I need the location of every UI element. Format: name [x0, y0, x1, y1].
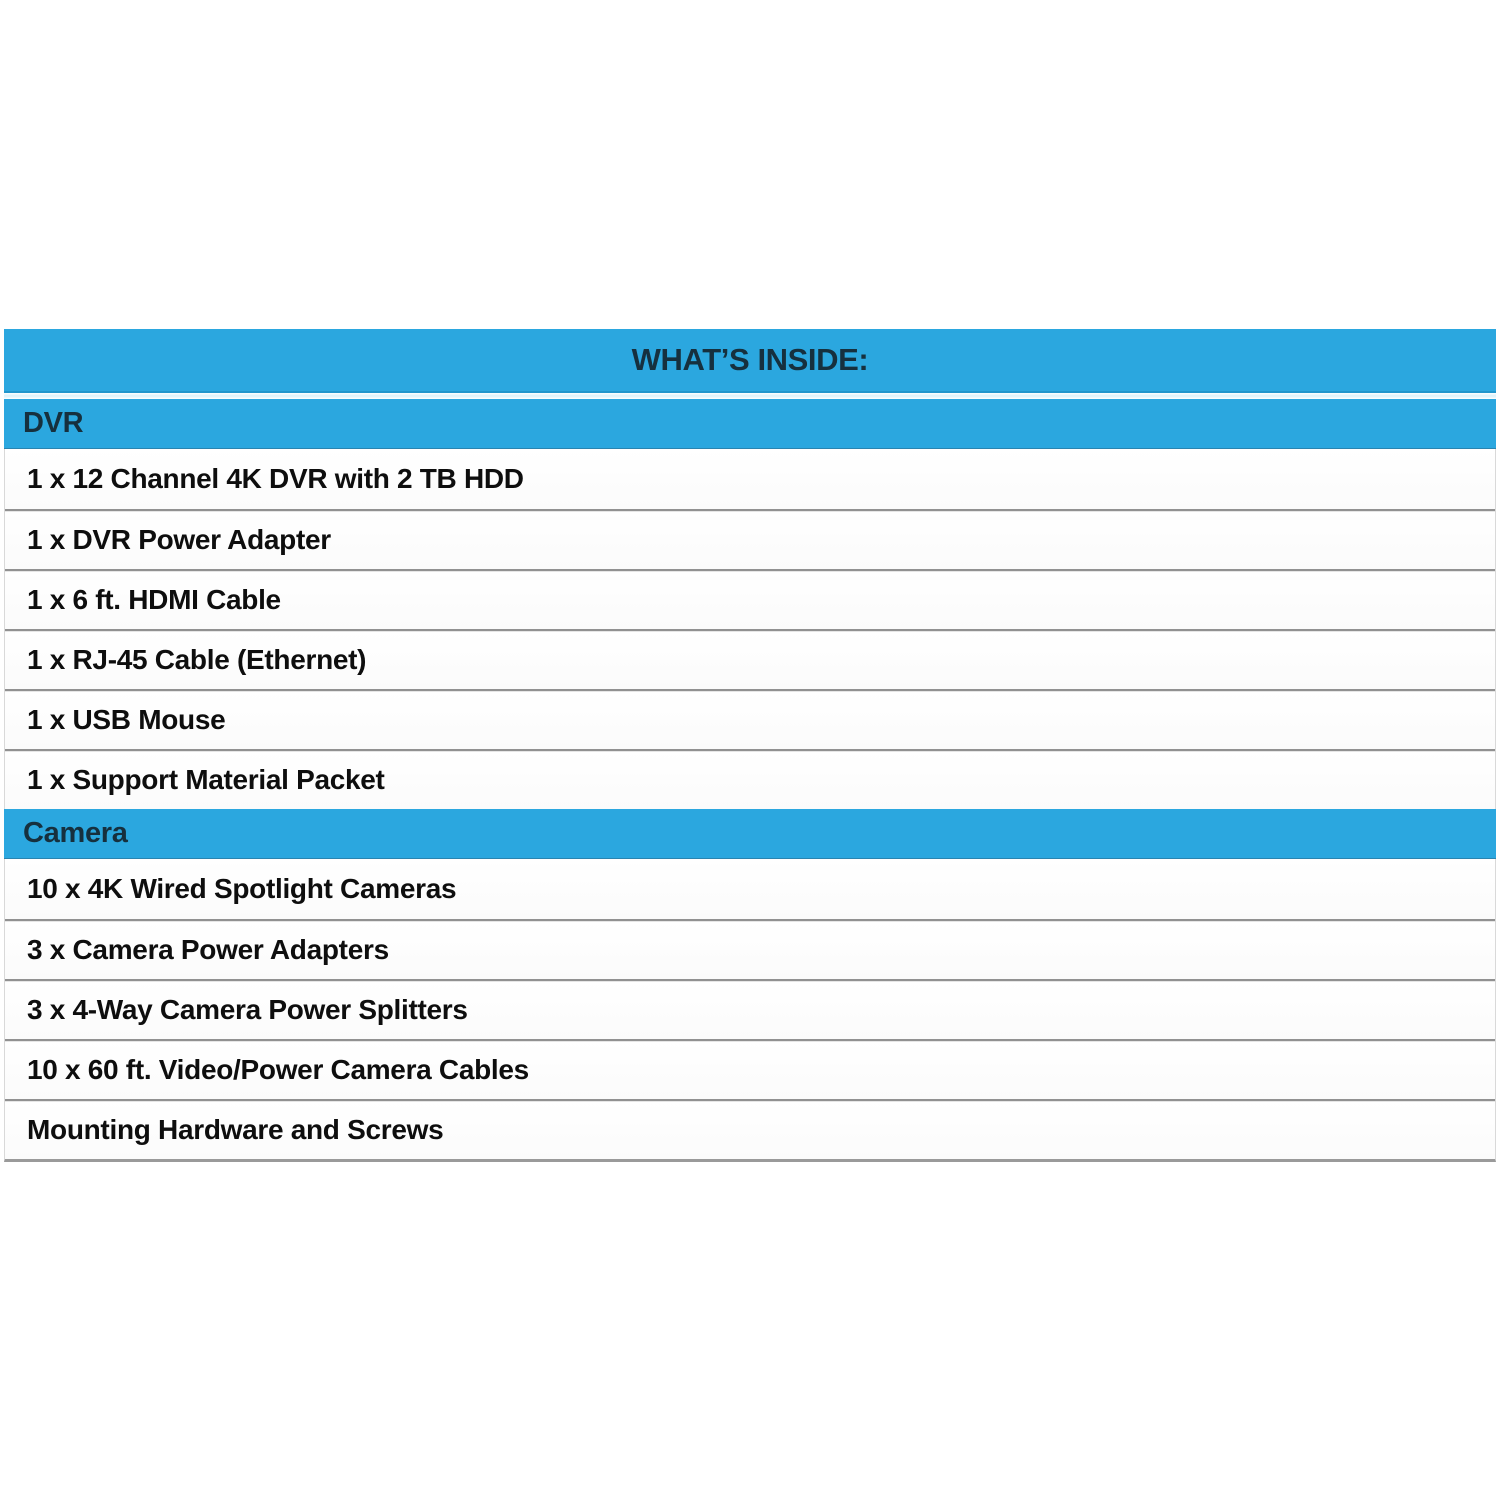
item-label: 1 x RJ-45 Cable (Ethernet): [27, 644, 367, 675]
whats-inside-table: [4, 329, 1496, 1162]
section-rows-camera: [4, 859, 1496, 1162]
section-header-label: DVR: [23, 407, 84, 439]
item-label: 1 x USB Mouse: [27, 704, 226, 735]
table-row: [5, 859, 1495, 919]
section-rows-dvr: [4, 449, 1496, 809]
item-label: 1 x 6 ft. HDMI Cable: [27, 584, 281, 615]
item-label: 3 x 4-Way Camera Power Splitters: [27, 994, 468, 1025]
table-row: [5, 1039, 1495, 1099]
item-label: 10 x 4K Wired Spotlight Cameras: [27, 873, 457, 904]
table-row: [5, 1099, 1495, 1159]
table-row: [5, 569, 1495, 629]
section-header-camera: [4, 809, 1496, 859]
table-row: [5, 449, 1495, 509]
section-header-dvr: [4, 399, 1496, 449]
item-label: 10 x 60 ft. Video/Power Camera Cables: [27, 1054, 529, 1085]
item-label: 1 x 12 Channel 4K DVR with 2 TB HDD: [27, 463, 524, 494]
item-label: Mounting Hardware and Screws: [27, 1114, 444, 1145]
table-row: [5, 979, 1495, 1039]
table-row: [5, 689, 1495, 749]
item-label: 1 x Support Material Packet: [27, 764, 385, 795]
table-title: WHAT’S INSIDE:: [631, 342, 869, 377]
item-label: 3 x Camera Power Adapters: [27, 934, 389, 965]
table-row: [5, 629, 1495, 689]
table-row: [5, 919, 1495, 979]
table-row: [5, 509, 1495, 569]
section-header-label: Camera: [23, 817, 128, 849]
item-label: 1 x DVR Power Adapter: [27, 524, 331, 555]
table-title-bar: [4, 329, 1496, 393]
table-row: [5, 749, 1495, 809]
